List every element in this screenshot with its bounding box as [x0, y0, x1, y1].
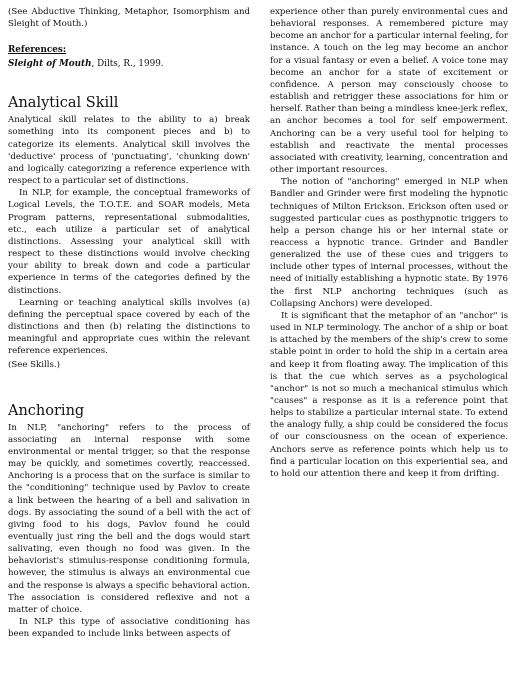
anchoring-paragraph-2: In NLP this type of associative conditioning has been expanded to include links between aspects of — [8, 617, 250, 640]
analytical-skill-paragraph-2: In NLP, for example, the conceptual frameworks of Logical Levels, the T.O.T.E. and SOAR models, Meta Program patterns, representational submodalities, etc., each utilize a particular set of analytical distinctions. Assessing your analytical skill with respect to these distinctions would involve checking your ability to break down and code a particular experience in terms of the categories defined by the distinctions. — [8, 188, 250, 296]
analytical-skill-heading: Analytical Skill — [8, 95, 119, 112]
references-label: References: — [8, 45, 67, 56]
reference-details: , Dilts, R., 1999. — [91, 59, 164, 70]
anchoring-paragraph-3: experience other than purely environmental cues and behavioral responses. A remembered picture may become an anchor for a particular internal feeling, for instance. A touch on the leg may become an anchor for a visual fantasy or even a belief. A voice tone may become an anchor for a state of excitement or confidence. A person may consciously choose to establish and retrigger these associations for him or herself. Rather than being a mindless knee-jerk reflex, an anchor becomes a tool for self empowerment. Anchoring can be a very useful tool for helping to establish and reactivate the mental processes associated with creativity, learning, concentration and other important resources. — [270, 7, 508, 176]
analytical-skill-paragraph-1: Analytical skill relates to the ability to a) break something into its component pieces and b) to categorize its elements. Analytical skill involves the 'deductive' process of 'punctuating', 'chunking down' and logically categorizing a reference experience with respect to a particular set of distinctions. — [8, 115, 250, 187]
right-column — [270, 0, 508, 480]
left-column — [8, 0, 250, 640]
analytical-skill-see-also: (See Skills.) — [8, 360, 60, 371]
anchoring-paragraph-4: The notion of "anchoring" emerged in NLP when Bandler and Grinder were first modeling the hypnotic techniques of Milton Erickson. Erickson often used or suggested particular cues as posthypnotic triggers to help a person change his or her internal state or reaccess a hypnotic trance. Grinder and Bandler generalized the use of these cues and triggers to include other types of internal processes, without the need of initially establishing a hypnotic state. By 1976 the first NLP anchoring techniques (such as Collapsing Anchors) were developed. — [270, 177, 508, 309]
see-also-note: (See Abductive Thinking, Metaphor, Isomorphism and Sleight of Mouth.) — [8, 7, 250, 30]
anchoring-paragraph-1: In NLP, "anchoring" refers to the process of associating an internal response with some environmental or mental trigger, so that the response may be quickly, and sometimes covertly, reaccessed. Anchoring is a process that on the surface is similar to the "conditioning" technique used by Pavlov to create a link between the hearing of a bell and salivation in dogs. By associating the sound of a bell with the act of giving food to his dogs, Pavlov found he could eventually just ring the bell and the dogs would start salivating, even though no food was given. In the behaviorist's stimulus-response conditioning formula, however, the stimulus is always an environmental cue and the response is always a specific behavioral action. The association is considered reflexive and not a matter of choice. — [8, 422, 250, 615]
anchoring-paragraph-5: It is significant that the metaphor of an "anchor" is used in NLP terminology. The anchor of a ship or boat is attached by the members of the ship's crew to some stable point in order to hold the ship in a certain area and keep it from floating away. The implication of this is that the cue which serves as a psychological "anchor" is not so much a mechanical stimulus which "causes" a response as it is a reference point that helps to stabilize a particular internal state. To extend the analogy fully, a ship could be considered the focus of our consciousness on the ocean of experience. Anchors serve as reference points which help us to find a particular location on this experiential sea, and to hold our attention there and keep it from drifting. — [270, 310, 508, 479]
reference-entry — [8, 58, 250, 70]
reference-title: Sleight of Mouth — [8, 59, 92, 70]
anchoring-heading: Anchoring — [8, 402, 85, 419]
analytical-skill-paragraph-3: Learning or teaching analytical skills involves (a) defining the perceptual space covered by each of the distinctions and then (b) relating the distinctions to meaningful and appropriate cues within the relevant reference experiences. — [8, 297, 250, 357]
